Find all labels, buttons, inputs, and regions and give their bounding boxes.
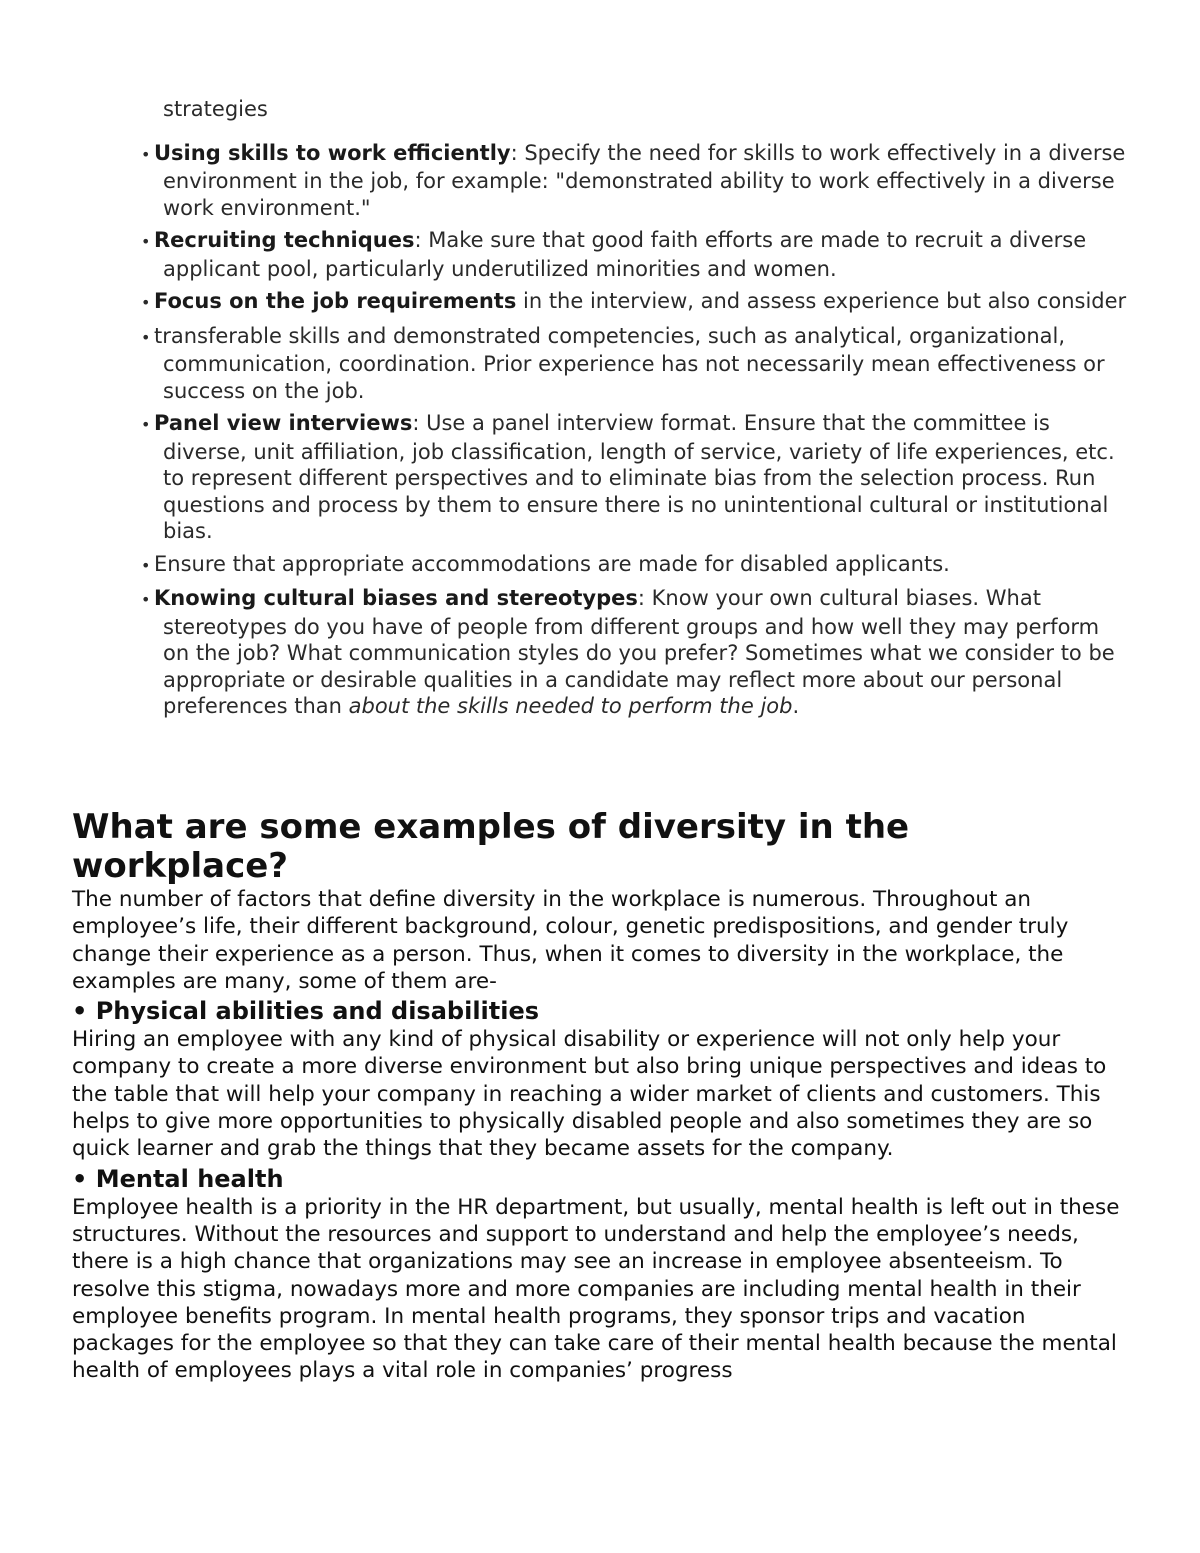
bullet-bold-text: Recruiting techniques [154, 228, 415, 252]
bullet-icon: • [141, 144, 151, 164]
physical-abilities-heading: • Physical abilities and disabilities [72, 997, 540, 1026]
bullet-tail-text: . [792, 694, 800, 718]
bullet-text: transferable skills and demonstrated competencies, such as analytical, organizational, communication, coordination. Prior experience has not necessarily mean effectiveness or success on the job. [154, 323, 1105, 403]
bullet-item [128, 551, 1128, 580]
bullet-text: : Specify the need for skills to work effectively in a diverse environment in the job, for example: "demonstrated ability to work effectively in a diverse work environment." [163, 140, 1126, 220]
mental-health-paragraph: Employee health is a priority in the HR department, but usually, mental health is left out in these structures. Without the resources and support to understand and help the employee’s needs, there is a high chance that organizations may see an increase in employee absenteeism. To resolve this stigma, nowadays more and more companies are including mental health in their employee benefits program. In mental health programs, they sponsor trips and vacation packages for the employee so that they can take care of their mental health because the mental health of employees plays a vital role in companies’ progress [72, 1194, 1120, 1384]
bullet-text: Ensure that appropriate accommodations are made for disabled applicants. [154, 551, 950, 576]
diversity-examples-section [72, 808, 1132, 1385]
bullet-item [128, 140, 1128, 222]
bullet-bold-text: Panel view interviews [154, 411, 413, 435]
bullet-item [128, 323, 1128, 405]
bullet-bold-text: Using skills to work efficiently [154, 140, 511, 165]
bullet-icon: • [141, 415, 151, 434]
bullet-icon: • [141, 555, 151, 575]
bullet-text: : Use a panel interview format. Ensure that the committee is diverse, unit affiliation, job classification, length of service, variety of life experiences, etc. to represent different perspectives and to eliminate bias from the selection process. Run questions and process by them to ensure there is no unintentional cultural or institutional bias. [163, 411, 1115, 543]
intro-paragraph: The number of factors that define diversity in the workplace is numerous. Throughout an employee’s life, their different background, colour, genetic predispositions, and gender truly change their experience as a person. Thus, when it comes to diversity in the workplace, the examples are many, some of them are- [72, 887, 1069, 994]
bullet-italic-text: about the skills needed to perform the job [348, 694, 793, 718]
bullet-item [128, 288, 1128, 317]
bullet-icon: • [141, 327, 151, 347]
physical-abilities-paragraph: Hiring an employee with any kind of physical disability or experience will not only help your company to create a more diverse environment but also bring unique perspectives and ideas to the table that will help your company in reaching a wider market of clients and customers. This helps to give more opportunities to physically disabled people and also sometimes they are so quick learner and grab the things that they became assets for the company. [72, 1027, 1107, 1162]
bullet-bold-text: Knowing cultural biases and stereotypes [154, 586, 638, 610]
bullet-item [128, 410, 1128, 545]
section-heading: What are some examples of diversity in the workplace? [72, 807, 910, 886]
bullet-icon: • [141, 232, 151, 251]
mental-health-heading: • Mental health [72, 1164, 284, 1193]
bullet-item [128, 585, 1128, 720]
bullet-bold-text: Focus on the job requirements [154, 289, 517, 313]
bullet-icon: • [141, 590, 151, 609]
bullet-icon: • [141, 293, 151, 312]
bullet-item [128, 227, 1128, 282]
bullet-text: : Know your own cultural biases. What stereotypes do you have of people from different groups and how well they may perform on the job? What communication styles do you prefer? Sometimes what we consider to be appropriate or desirable qualities in a candidate may reflect more about our personal preferences than [163, 586, 1115, 718]
bullet-text: : Make sure that good faith efforts are made to recruit a diverse applicant pool, particularly underutilized minorities and women. [163, 228, 1087, 281]
hiring-strategies-list [128, 96, 1128, 726]
bullet-text: in the interview, and assess experience but also consider [516, 289, 1127, 313]
continuation-text: strategies [163, 97, 268, 121]
